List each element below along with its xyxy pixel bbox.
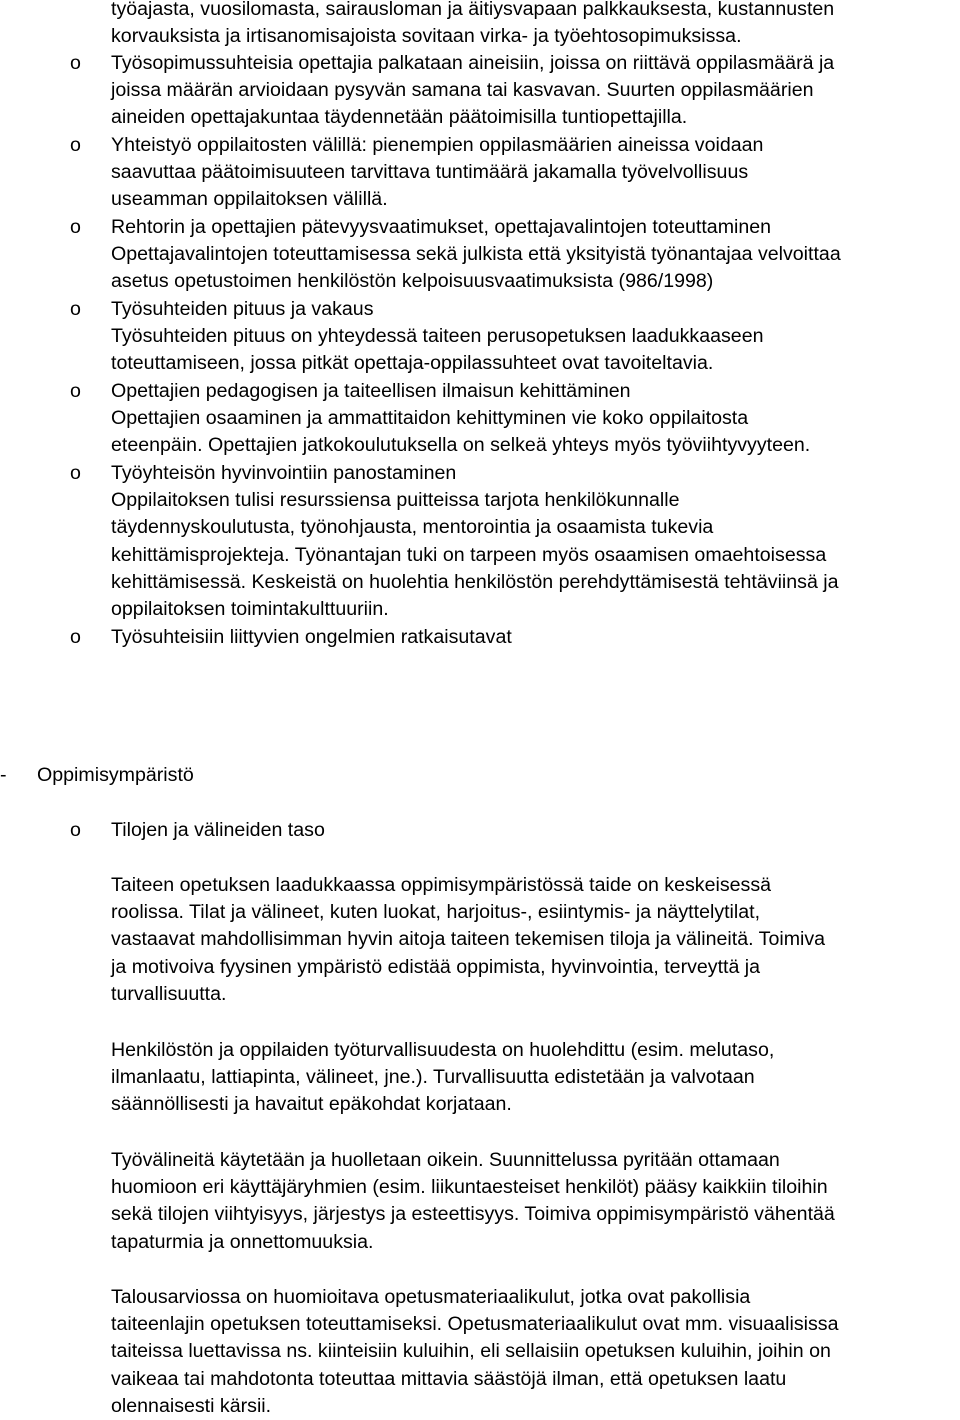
- bullet-item-staffing: Työsopimussuhteisia opettajia palkataan aineisiin, joissa on riittävä oppilasmäärä ja joissa määrän arvioidaan pysyvän samana tai kasvavan. Suurten oppilasmäärien aineiden opettajakuntaa täydennetään päätoimisilla tuntiopettajilla.: [111, 52, 835, 129]
- section-heading: Oppimisympäristö: [37, 764, 194, 786]
- bullet-marker: o: [70, 819, 81, 841]
- bullet-item-cooperation: Yhteistyö oppilaitosten välillä: pienempien oppilasmäärien aineissa voidaan saavuttaa päätoimisuuteen tarvittava tuntimäärä jakamalla työvelvollisuus useamman oppilaitoksen välillä.: [111, 134, 764, 211]
- bullet-marker: o: [70, 380, 81, 402]
- bullet-marker: o: [70, 52, 81, 74]
- bullet-marker: o: [70, 216, 81, 238]
- bullet-marker: o: [70, 134, 81, 156]
- continuation-paragraph: työajasta, vuosilomasta, sairausloman ja äitiysvapaan palkkauksesta, kustannusten korvauksista ja irtisanomisajoista sovitaan virka- ja työehtosopimuksissa.: [111, 0, 835, 48]
- paragraph-accessibility: Työvälineitä käytetään ja huolletaan oikein. Suunnittelussa pyritään ottamaan huomioon eri käyttäjäryhmien (esim. liikuntaesteiset henkilöt) pääsy kaikkiin tiloihin sekä tilojen viihtyisyys, järjestys ja esteettisyys. Toimiva oppimisympäristö vähentää tapaturmia ja onnettomuuksia.: [111, 1149, 835, 1253]
- bullet-item-qualifications: Rehtorin ja opettajien pätevyysvaatimukset, opettajavalintojen toteuttaminen Opettajavalintojen toteuttamisessa sekä julkista että yksityistä työnantajaa velvoittaa asetus opetustoimen henkilöstön kelpoisuusvaatimuksista (986/1998): [111, 216, 841, 293]
- paragraph-safety: Henkilöstön ja oppilaiden työturvallisuudesta on huolehdittu (esim. melutaso, ilmanlaatu, lattiapinta, välineet, jne.). Turvallisuutta edistetään ja valvotaan säännöllisesti ja havaitut epäkohdat korjataan.: [111, 1039, 775, 1116]
- paragraph-budget: Talousarviossa on huomioitava opetusmateriaalikulut, jotka ovat pakollisia taiteenlajin opetuksen toteuttamiseksi. Opetusmateriaalikulut ovat mm. visuaalisissa taiteissa luettavissa ns. kiinteisiin kuluihin, eli sellaisiin opetuksen kuluihin, joihin on vaikeaa tai mahdotonta toteuttaa mittavia säästöjä ilman, että opetuksen laatu olennaisesti kärsii.: [111, 1286, 839, 1417]
- bullet-item-problem-solving: Työsuhteisiin liittyvien ongelmien ratkaisutavat: [111, 626, 512, 648]
- sub-item-facilities: Tilojen ja välineiden taso: [111, 819, 325, 841]
- bullet-item-pedagogy: Opettajien pedagogisen ja taiteellisen ilmaisun kehittäminen Opettajien osaaminen ja ammattitaidon kehittyminen vie koko oppilaitosta eteenpäin. Opettajien jatkokoulutuksella on selkeä yhteys myös työviihtyvyyteen.: [111, 380, 811, 457]
- bullet-marker: o: [70, 462, 81, 484]
- bullet-marker: o: [70, 298, 81, 320]
- bullet-item-wellbeing: Työyhteisön hyvinvointiin panostaminen Oppilaitoksen tulisi resurssiensa puitteissa tarjota henkilökunnalle täydennyskoulutusta, työnohjausta, mentorointia ja osaamista tukevia kehittämisprojekteja. Työnantajan tuki on tarpeen myös osaamisen omaehtoisessa kehittämisessä. Keskeistä on huolehtia henkilöstön perehdyttämisestä tehtäviinsä ja oppilaitoksen toimintakulttuuriin.: [111, 462, 839, 621]
- bullet-marker: o: [70, 626, 81, 648]
- paragraph-learning-environment: Taiteen opetuksen laadukkaassa oppimisympäristössä taide on keskeisessä roolissa. Tilat ja välineet, kuten luokat, harjoitus-, esiintymis- ja näyttelytilat, vastaavat mahdollisimman hyvin aitoja taiteen tekemisen tiloja ja välineitä. Toimiva ja motivoiva fyysinen ympäristö edistää oppimista, hyvinvointia, terveyttä ja turvallisuutta.: [111, 874, 826, 1005]
- dash-marker: -: [0, 764, 7, 786]
- bullet-item-employment-length: Työsuhteiden pituus ja vakaus Työsuhteiden pituus on yhteydessä taiteen perusopetuksen laadukkaaseen toteuttamiseen, jossa pitkät opettaja-oppilassuhteet ovat tavoiteltavia.: [111, 298, 764, 375]
